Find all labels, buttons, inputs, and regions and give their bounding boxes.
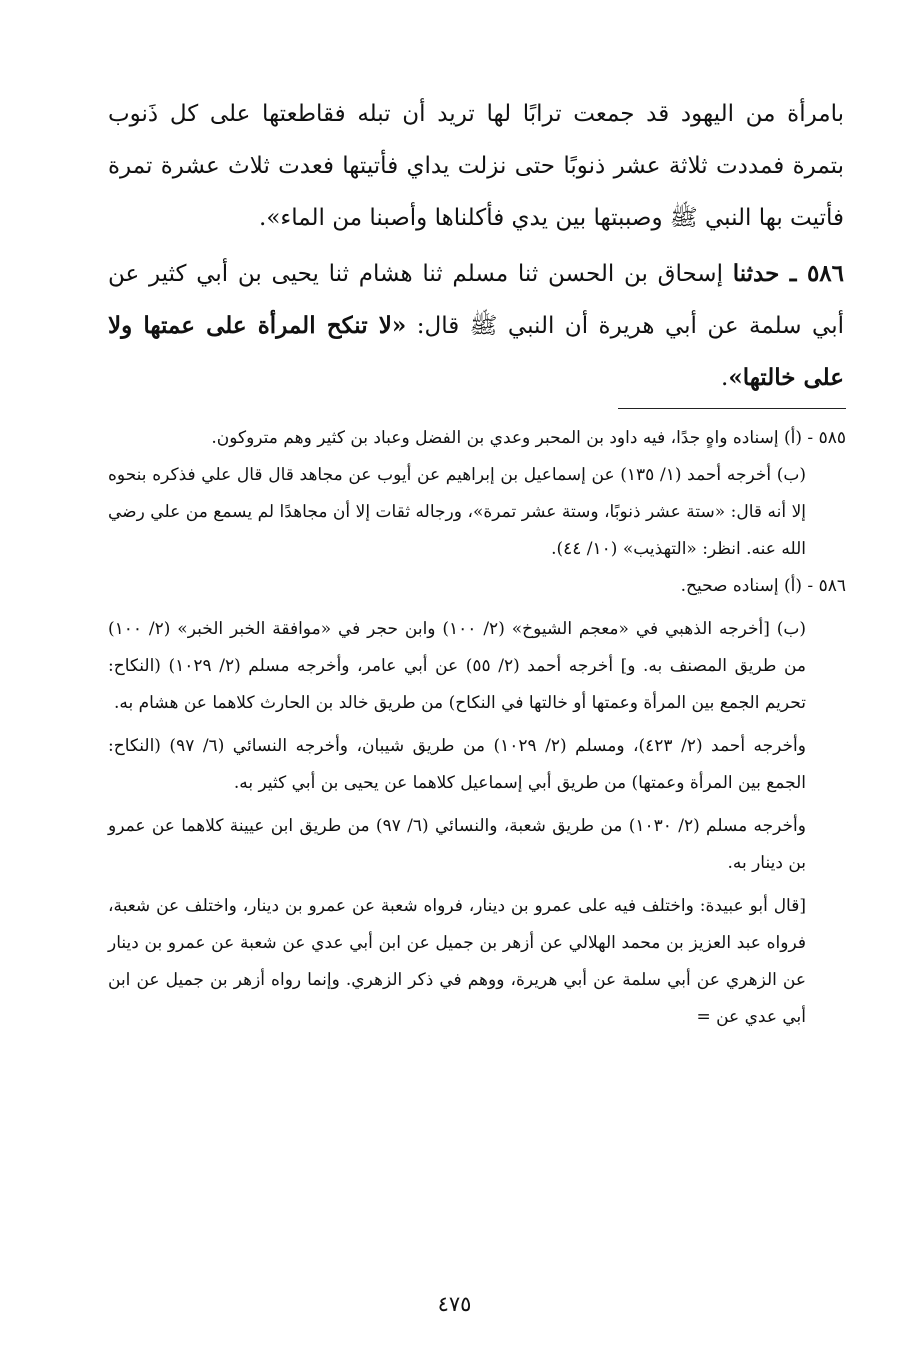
hadith-586-end: . [721,365,729,391]
hadith-586-isnad: إسحاق بن الحسن ثنا مسلم ثنا هشام ثنا يحيى بن أبي كثير عن أبي سلمة عن أبي هريرة أن النبي ﷺ قال: [108,261,844,339]
hadith-586-number: ٥٨٦ ـ حدثنا [732,260,844,287]
paragraph-585-continuation: بامرأة من اليهود قد جمعت ترابًا لها تريد أن تبله فقاطعتها على كل ذَنوب بتمرة فمددت ثلاثة عشر ذنوبًا حتى نزلت يداي فأتيتها فعدت ثلاث عشرة تمرة فأتيت بها النبي ﷺ وصببتها بين يدي فأكلناها وأصبنا من الماء». [108,101,844,231]
footnote-separator [618,408,846,409]
hadith-586-matn: «لا تنكح المرأة على عمتها ولا على خالتها» [108,312,844,391]
footnotes [108,420,846,1036]
note-586-d: وأخرجه مسلم (٢/ ١٠٣٠) من طريق شعبة، والنسائي (٦/ ٩٧) من طريق ابن عيينة كلاهما عن عمرو بن دينار به. [108,816,806,873]
note-585-a: ٥٨٥ - (أ) إسناده واهٍ جدًا، فيه داود بن المحبر وعدي بن الفضل وعباد بن كثير وهم متروكون. [211,428,846,448]
note-586-a: ٥٨٦ - (أ) إسناده صحيح. [680,576,846,596]
note-586-e: [قال أبو عبيدة: واختلف فيه على عمرو بن دينار، فرواه شعبة عن عمرو بن دينار، واختلف عن شعبة، فرواه عبد العزيز بن محمد الهلالي عن أزهر بن جميل عن ابن أبي عدي عن شعبة عن عمرو بن دينار عن الزهري عن أبي سلمة عن أبي هريرة، ووهم في ذكر الزهري. وإنما رواه أزهر بن جميل عن ابن أبي عدي عن = [108,896,806,1027]
note-586-b: (ب) [أخرجه الذهبي في «معجم الشيوخ» (٢/ ١٠٠) وابن حجر في «موافقة الخبر الخبر» (٢/ ١٠٠) من طريق المصنف به. و] أخرجه أحمد (٢/ ٥٥) عن أبي عامر، وأخرجه مسلم (٢/ ١٠٢٩) (النكاح: تحريم الجمع بين المرأة وعمتها أو خالتها في النكاح) من طريق خالد بن الحارث كلاهما عن هشام به. [108,619,806,713]
page-number: ٤٧٥ [437,1292,472,1316]
main-text [108,88,844,404]
note-586-c: وأخرجه أحمد (٢/ ٤٢٣)، ومسلم (٢/ ١٠٢٩) من طريق شيبان، وأخرجه النسائي (٦/ ٩٧) (النكاح: الجمع بين المرأة وعمتها) من طريق أبي إسماعيل كلاهما عن يحيى بن أبي كثير به. [108,736,806,793]
hadith-586 [108,248,844,404]
note-585-b: (ب) أخرجه أحمد (١/ ١٣٥) عن إسماعيل بن إبراهيم عن أيوب عن مجاهد قال قال علي فذكره بنحوه إلا أنه قال: «ستة عشر ذنوبًا، وستة عشر تمرة»، ورجاله ثقات إلا أن مجاهدًا لم يسمع من علي رضي الله عنه. انظر: «التهذيب» (١٠/ ٤٤). [108,465,806,559]
